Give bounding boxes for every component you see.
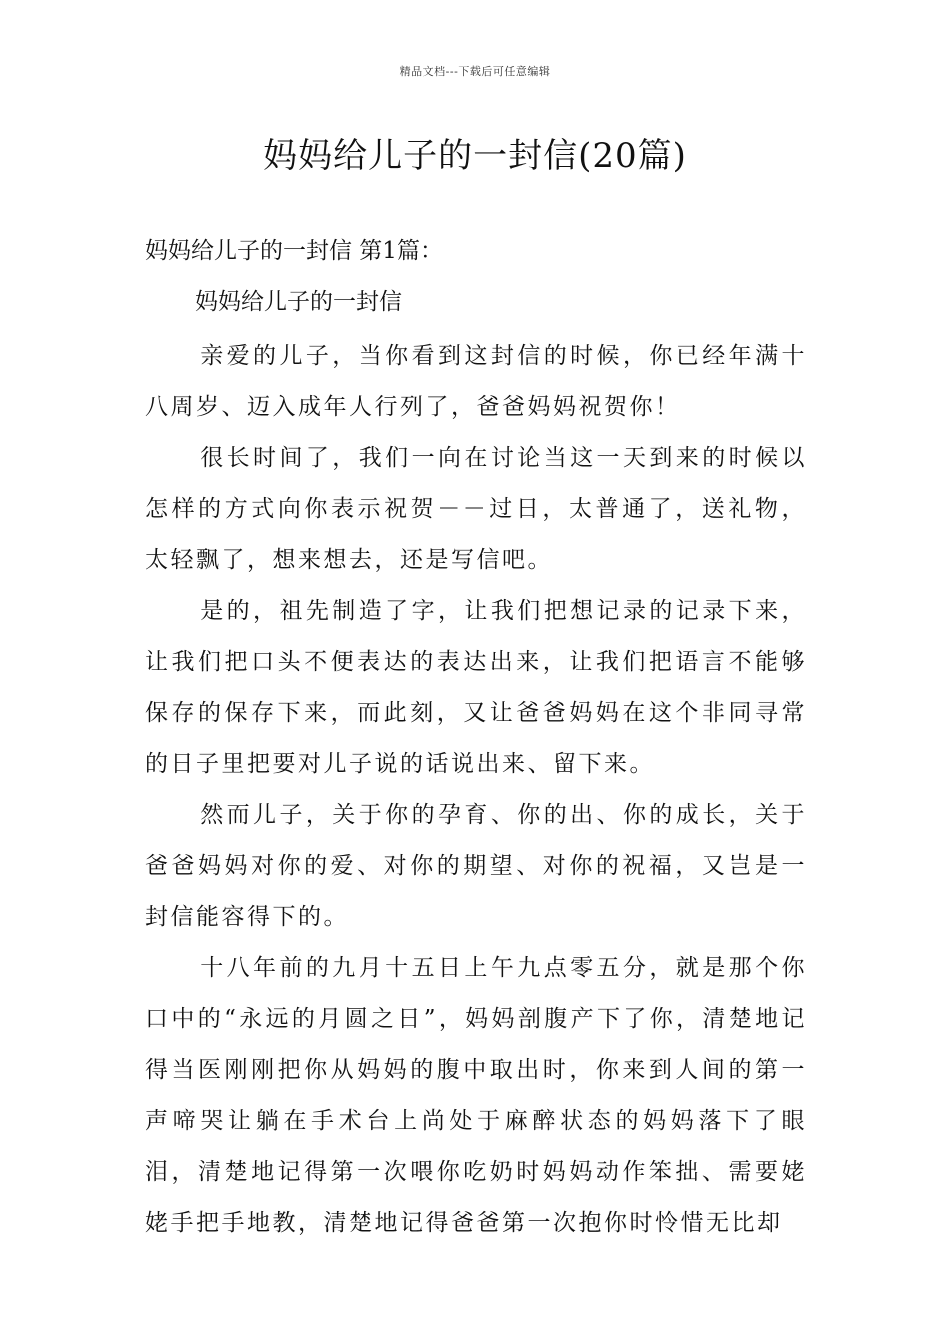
section-label: 妈妈给儿子的一封信 第1篇： [145, 238, 443, 264]
letter-body [145, 331, 807, 1249]
paragraph: 是的，祖先制造了字，让我们把想记录的记录下来，让我们把口头不便表达的表达出来，让我们把语言不能够保存的保存下来，而此刻，又让爸爸妈妈在这个非同寻常的日子里把要对儿子说的话说出来、留下来。 [145, 598, 807, 777]
letter-subtitle: 妈妈给儿子的一封信 [195, 289, 402, 315]
document-title: 妈妈给儿子的一封信(20篇) [263, 136, 687, 176]
paragraph: 然而儿子，关于你的孕育、你的出、你的成长，关于爸爸妈妈对你的爱、对你的期望、对你的祝福，又岂是一封信能容得下的。 [145, 802, 807, 930]
paragraph: 很长时间了，我们一向在讨论当这一天到来的时候以怎样的方式向你表示祝贺－－过日，太普通了，送礼物，太轻飘了，想来想去，还是写信吧。 [145, 445, 807, 573]
paragraph: 十八年前的九月十五日上午九点零五分，就是那个你口中的“永远的月圆之日”，妈妈剖腹产下了你，清楚地记得当医刚刚把你从妈妈的腹中取出时，你来到人间的第一声啼哭让躺在手术台上尚处于麻醉状态的妈妈落下了眼泪，清楚地记得第一次喂你吃奶时妈妈动作笨拙、需要姥姥手把手地教，清楚地记得爸爸第一次抱你时怜惜无比却 [145, 955, 807, 1236]
paragraph: 亲爱的儿子，当你看到这封信的时候，你已经年满十八周岁、迈入成年人行列了，爸爸妈妈祝贺你！ [145, 343, 807, 420]
header-note: 精品文档---下载后可任意编辑 [399, 65, 551, 78]
